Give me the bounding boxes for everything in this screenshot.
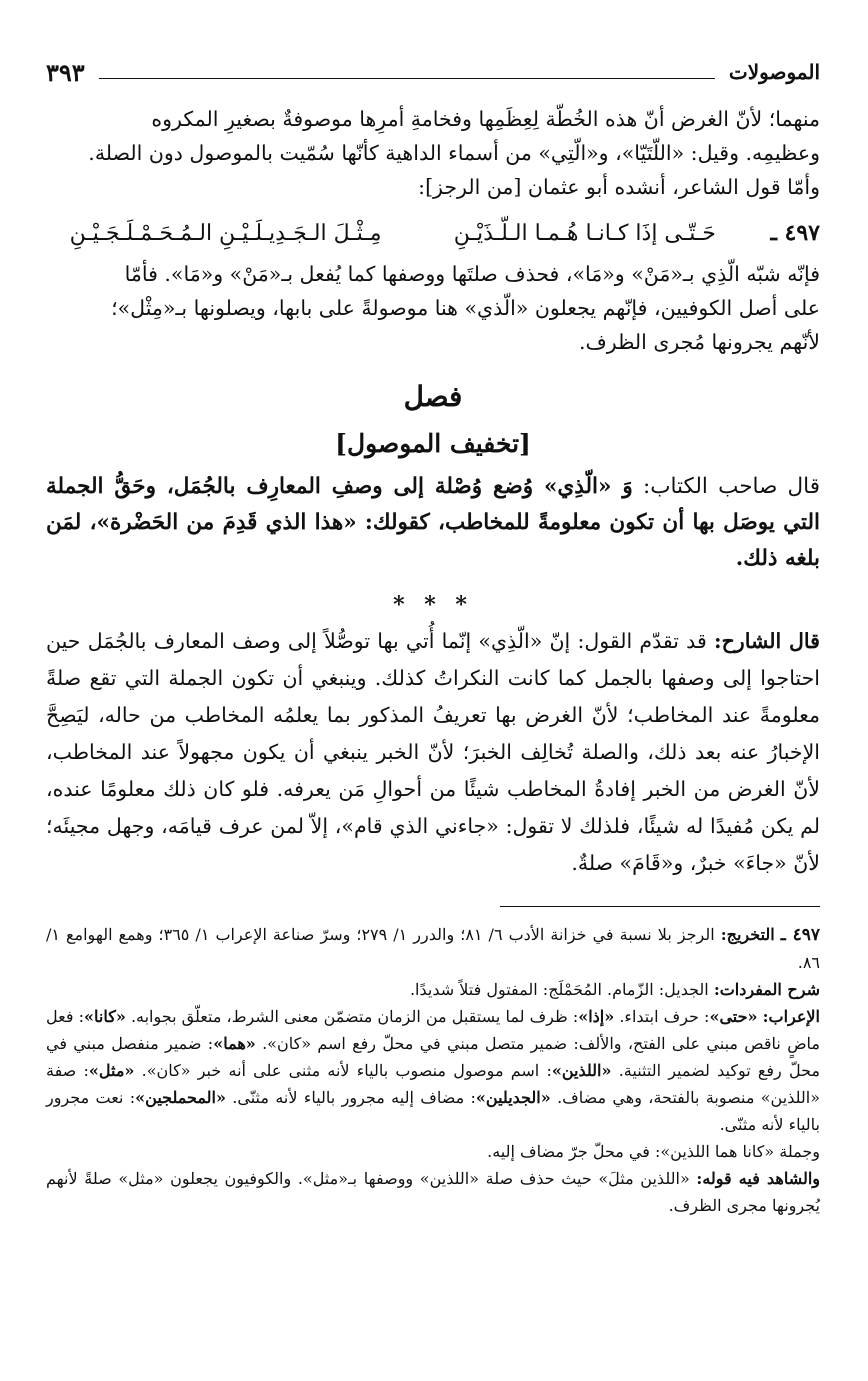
- irab-desc: : نعت مجرور بالياء لأنه مثنّى.: [46, 1088, 820, 1134]
- takhrij-label: التخريج:: [720, 925, 775, 944]
- sharh-text: قد تقدّم القول: إنّ «الّذِي» إنّما أُتي بها توصُّلاً إلى وصف المعارف بالجُمَل حين احتاجوا إلى وصفها بالجمل كما كانت النكراتُ كذلك. وينبغي أن تكون الجملة التي تقع صلةً معلومةً عند المخاطب؛ لأنّ الغرض بها تعريفُ المذكور بما يعلمُه المخاطب من حاله، ليَصِحَّ الإخبارُ عنه بعد ذلك، والصلة تُخالِف الخبرَ؛ لأنّ الخبر ينبغي أن يكون مجهولاً عند المخاطب، لأنّ الغرض من الخبر إفادةُ المخاطب شيئًا من أحوالِ مَن يعرفه. فلو كان ذلك معلومًا عنده، لم يكن مُفيدًا له شيئًا، فلذلك لا تقول: «جاءني الذي قام»، إلاّ لمن عرف قيامَه، وجهل مجيئَه؛ لأنّ «جاءَ» خبرٌ، و«قَامَ» صلةٌ.: [46, 629, 820, 875]
- poetry-verse: [46, 214, 820, 253]
- mufradat-text: الجديل: الزّمام. المُحَمْلَج: المفتول فتلاً شديدًا.: [409, 980, 709, 999]
- footnote-takhrij: [46, 921, 820, 976]
- irab-desc: : فعل ماضٍ ناقص مبني على الفتح، والألف: ضمير متصل مبني في محلّ رفع اسم «كان».: [46, 1007, 820, 1053]
- chapter-title: الموصولات: [728, 60, 820, 84]
- irab-desc: : مضاف إليه مجرور بالياء لأنه مثنّى.: [225, 1088, 476, 1107]
- irab-word: «اللذين»: [551, 1061, 612, 1080]
- page-number: ٣٩٣: [46, 57, 85, 87]
- irab-desc: : صفة «اللذين» منصوبة بالفتحة، وهي مضاف.: [46, 1061, 820, 1107]
- shahid-label: والشاهد فيه قوله:: [696, 1169, 821, 1188]
- footnote-jumla: وجملة «كانا هما اللذين»: في محلّ جرّ مضاف إليه.: [487, 1142, 820, 1161]
- verse-number: ٤٩٧ ـ: [770, 220, 820, 246]
- matn-speaker: قال صاحب الكتاب:: [642, 474, 820, 499]
- intro-line: وأمّا قول الشاعر، أنشده أبو عثمان [من الرجز]:: [418, 175, 820, 199]
- shahid-text: «اللذين مثلَ» حيث حذف صلة «اللذين» ووصفها بـ«مثل». والكوفيون يجعلون «مثل» صلةً لأنهم يُجرونها مجرى الظرف.: [46, 1169, 820, 1215]
- sharh-speaker: قال الشارح:: [714, 629, 820, 653]
- irab-desc: : حرف ابتداء.: [614, 1007, 710, 1026]
- irab-word: «كانا»: [84, 1007, 126, 1026]
- irab-desc: : ضمير منفصل مبني في محلّ رفع توكيد لضمير التثنية.: [46, 1034, 821, 1080]
- after-verse-paragraph: [46, 257, 820, 359]
- irab-word: «إذا»: [578, 1007, 615, 1026]
- irab-word: «حتى»: [709, 1007, 758, 1026]
- running-header: [46, 52, 820, 92]
- footnote-shahid: [46, 1165, 820, 1219]
- irab-label: الإعراب:: [762, 1007, 820, 1026]
- after-verse-line: لأنّهم يجرونها مُجرى الظرف.: [579, 330, 820, 354]
- footnote-number: ٤٩٧ ـ: [780, 925, 821, 945]
- header-rule: [99, 78, 715, 79]
- irab-word: «مثل»: [88, 1061, 135, 1080]
- matn-paragraph: [46, 469, 820, 577]
- irab-word: «الجديلين»: [475, 1088, 551, 1107]
- matn-text: وَ «الّذِي» وُضع وُصْلة إلى وصفِ المعارِف بالجُمَل، وحَقُّ الجملة التي يوصَل بها أن تكون معلومةً للمخاطب، كقولك: «هذا الذي قَدِمَ من الحَضْرة»، لمَن بلغه ذلك.: [46, 474, 820, 571]
- section-heading: فصل: [403, 380, 463, 413]
- intro-line: وعظيمِه. وقيل: «اللّتَيّا»، و«الّتِي» من أسماء الداهية كأنّها سُمّيت بالموصول دون الصلة.: [88, 141, 820, 165]
- sharh-paragraph: [46, 623, 820, 882]
- after-verse-line: على أصل الكوفيين، فإنّهم يجعلون «الّذي» هنا موصولةً على بابها، ويصلونها بـ«مِثْل»؛: [111, 296, 820, 320]
- irab-word: «هما»: [213, 1034, 256, 1053]
- verse-hemistich-first: حَـتّـى إذَا كـانـا هُـمـا الـلّـذَيْـنِ: [453, 221, 716, 246]
- footnote-irab: [46, 1003, 820, 1138]
- takhrij-text: الرجز بلا نسبة في خزانة الأدب ٦/ ٨١؛ والدرر ١/ ٢٧٩؛ وسرّ صناعة الإعراب ١/ ٣٦٥؛ وهمع الهوامع ١/ ٨٦.: [46, 925, 820, 972]
- intro-line: منهما؛ لأنّ الغرض أنّ هذه الخُطّة لِعِظَمِها وفخامةِ أمرِها موصوفةٌ بصغيرِ المكروه: [151, 107, 820, 131]
- mufradat-label: شرح المفردات:: [713, 980, 820, 999]
- footnote-separator: [46, 882, 820, 907]
- footnote-mufradat: [46, 976, 820, 1003]
- separator-stars: * * *: [393, 592, 473, 618]
- after-verse-line: فإنّه شبّه الّذِي بـ«مَنْ» و«مَا»، فحذف صلتَها ووصفها كما يُفعل بـ«مَنْ» و«مَا». فأمّا: [124, 262, 820, 286]
- irab-desc: : ظرف لما يستقبل من الزمان متضمّن معنى الشرط، متعلّق بجوابه.: [125, 1007, 579, 1026]
- section-subheading: [تخفيف الموصول]: [335, 429, 531, 458]
- verse-hemistich-second: مِـثْـلَ الـجَـدِيـلَـيْـنِ الـمُـحَـمْـلَـجَـيْـنِ: [69, 221, 382, 246]
- irab-word: «المحملجين»: [135, 1088, 226, 1107]
- footnotes: [46, 921, 820, 1219]
- intro-paragraph: [46, 102, 820, 204]
- irab-desc: : اسم موصول منصوب بالياء لأنه مثنى على أنه خبر «كان».: [134, 1061, 552, 1080]
